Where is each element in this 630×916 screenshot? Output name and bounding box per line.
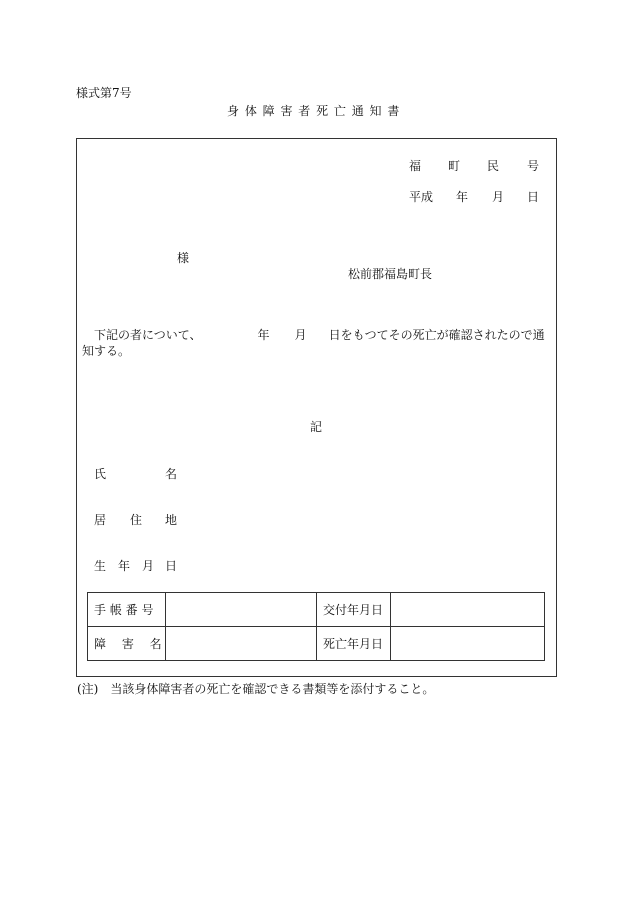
notice-rest: 日をもつてその死亡が確認されたので通知する。 [82, 328, 545, 358]
ki-marker: 記 [310, 420, 323, 434]
disability-label: 障 害 名 [88, 627, 166, 661]
addressee-suffix: 様 [177, 251, 190, 265]
table-row [88, 593, 545, 627]
field-birth-2: 年 [118, 559, 131, 573]
field-name-2: 名 [165, 467, 178, 481]
issue-date-value[interactable] [391, 593, 545, 627]
field-birth-3: 月 [142, 559, 155, 573]
date-day: 日 [527, 190, 540, 204]
table-row [88, 627, 545, 661]
field-address-3: 地 [165, 513, 178, 527]
info-table [87, 592, 545, 661]
sender-name: 松前郡福島町長 [348, 267, 433, 281]
doc-number-cho: 町 [448, 159, 461, 173]
notebook-number-label: 手 帳 番 号 [88, 593, 166, 627]
field-address-1: 居 [94, 513, 107, 527]
field-birth-1: 生 [94, 559, 107, 573]
footnote: (注) 当該身体障害者の死亡を確認できる書類等を添付すること。 [77, 682, 435, 696]
date-month: 月 [492, 190, 505, 204]
doc-number-fuku: 福 [409, 159, 422, 173]
date-year: 年 [456, 190, 469, 204]
issue-date-label: 交付年月日 [317, 593, 391, 627]
notice-paragraph [82, 327, 552, 359]
doc-number-min: 民 [487, 159, 500, 173]
form-number: 様式第7号 [76, 86, 132, 100]
notice-month: 月 [294, 328, 307, 342]
field-name-1: 氏 [94, 467, 107, 481]
death-date-value[interactable] [391, 627, 545, 661]
doc-number-go: 号 [527, 159, 540, 173]
notice-year: 年 [257, 328, 270, 342]
death-date-label: 死亡年月日 [317, 627, 391, 661]
document-title: 身 体 障 害 者 死 亡 通 知 書 [227, 104, 401, 118]
field-birth-4: 日 [165, 559, 178, 573]
field-address-2: 住 [130, 513, 143, 527]
notice-intro: 下記の者について、 [94, 328, 202, 342]
notebook-number-value[interactable] [166, 593, 317, 627]
date-era: 平成 [409, 190, 434, 204]
disability-value[interactable] [166, 627, 317, 661]
